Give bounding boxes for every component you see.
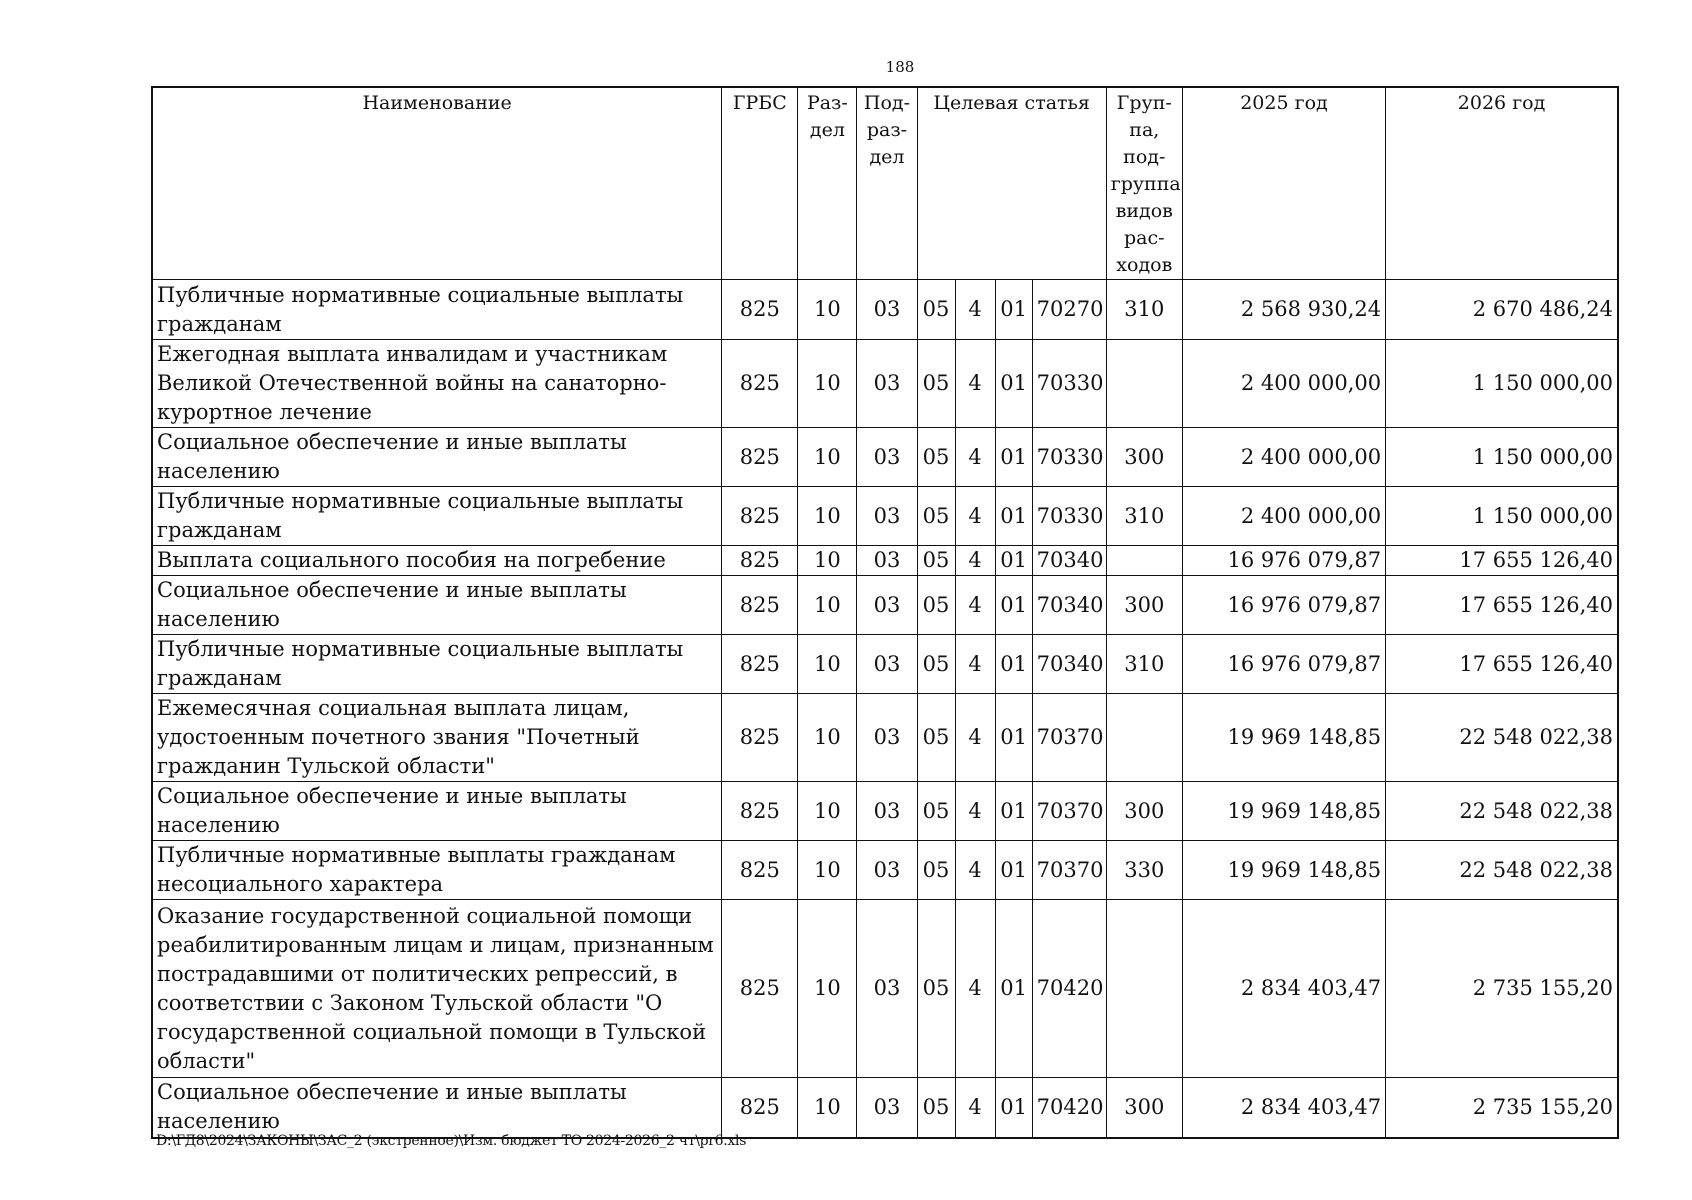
cell-c2: 4 — [955, 280, 995, 340]
cell-c3: 01 — [995, 546, 1032, 576]
cell-vr: 310 — [1106, 487, 1182, 546]
table-row — [152, 546, 1618, 576]
cell-rz: 10 — [798, 340, 857, 428]
cell-vr: 300 — [1106, 428, 1182, 487]
cell-rz: 10 — [798, 782, 857, 841]
cell-pr: 03 — [857, 487, 917, 546]
cell-vr: 300 — [1106, 576, 1182, 635]
cell-vr — [1106, 546, 1182, 576]
cell-y2025: 16 976 079,87 — [1182, 576, 1385, 635]
cell-vr — [1106, 694, 1182, 782]
cell-grbs: 825 — [722, 841, 798, 900]
cell-y2026: 1 150 000,00 — [1386, 428, 1618, 487]
cell-c3: 01 — [995, 635, 1032, 694]
cell-c4: 70340 — [1032, 635, 1106, 694]
cell-c2: 4 — [955, 694, 995, 782]
cell-grbs: 825 — [722, 280, 798, 340]
cell-c4: 70270 — [1032, 280, 1106, 340]
cell-name: Ежегодная выплата инвалидам и участникам Великой Отечественной войны на санаторно-курортное лечение — [152, 340, 722, 428]
cell-vr — [1106, 900, 1182, 1078]
table-row — [152, 900, 1618, 1078]
cell-y2025: 19 969 148,85 — [1182, 841, 1385, 900]
cell-vr — [1106, 340, 1182, 428]
cell-rz: 10 — [798, 1078, 857, 1138]
cell-pr: 03 — [857, 280, 917, 340]
cell-c4: 70370 — [1032, 841, 1106, 900]
cell-y2025: 2 568 930,24 — [1182, 280, 1385, 340]
cell-grbs: 825 — [722, 635, 798, 694]
cell-name: Публичные нормативные социальные выплаты гражданам — [152, 487, 722, 546]
page-number: 188 — [885, 58, 915, 76]
cell-c3: 01 — [995, 1078, 1032, 1138]
cell-c2: 4 — [955, 576, 995, 635]
cell-c3: 01 — [995, 576, 1032, 635]
cell-grbs: 825 — [722, 546, 798, 576]
cell-c4: 70330 — [1032, 428, 1106, 487]
cell-y2026: 17 655 126,40 — [1386, 635, 1618, 694]
cell-c1: 05 — [917, 841, 955, 900]
cell-rz: 10 — [798, 546, 857, 576]
table-row — [152, 1078, 1618, 1138]
cell-vr: 330 — [1106, 841, 1182, 900]
cell-y2025: 19 969 148,85 — [1182, 694, 1385, 782]
cell-grbs: 825 — [722, 576, 798, 635]
cell-vr: 310 — [1106, 280, 1182, 340]
table-row — [152, 487, 1618, 546]
table-row — [152, 694, 1618, 782]
header-target: Целевая статья — [917, 87, 1106, 280]
cell-rz: 10 — [798, 428, 857, 487]
cell-c4: 70330 — [1032, 487, 1106, 546]
cell-pr: 03 — [857, 900, 917, 1078]
cell-y2025: 2 834 403,47 — [1182, 900, 1385, 1078]
cell-name: Публичные нормативные социальные выплаты гражданам — [152, 280, 722, 340]
cell-y2026: 22 548 022,38 — [1386, 694, 1618, 782]
cell-c1: 05 — [917, 900, 955, 1078]
cell-c2: 4 — [955, 841, 995, 900]
cell-y2026: 17 655 126,40 — [1386, 576, 1618, 635]
cell-y2025: 2 400 000,00 — [1182, 487, 1385, 546]
cell-c1: 05 — [917, 340, 955, 428]
header-name: Наименование — [152, 87, 722, 280]
cell-rz: 10 — [798, 694, 857, 782]
header-2025: 2025 год — [1182, 87, 1385, 280]
header-razdel: Раз- дел — [798, 87, 857, 280]
cell-c2: 4 — [955, 340, 995, 428]
cell-rz: 10 — [798, 900, 857, 1078]
cell-pr: 03 — [857, 694, 917, 782]
cell-c4: 70370 — [1032, 694, 1106, 782]
cell-c3: 01 — [995, 694, 1032, 782]
cell-rz: 10 — [798, 576, 857, 635]
cell-c1: 05 — [917, 782, 955, 841]
cell-c3: 01 — [995, 782, 1032, 841]
cell-y2025: 2 400 000,00 — [1182, 428, 1385, 487]
cell-y2026: 17 655 126,40 — [1386, 546, 1618, 576]
cell-y2026: 2 670 486,24 — [1386, 280, 1618, 340]
cell-grbs: 825 — [722, 694, 798, 782]
cell-c3: 01 — [995, 487, 1032, 546]
cell-y2026: 2 735 155,20 — [1386, 1078, 1618, 1138]
cell-pr: 03 — [857, 546, 917, 576]
table-row — [152, 782, 1618, 841]
header-row — [152, 87, 1618, 280]
cell-c3: 01 — [995, 428, 1032, 487]
cell-c1: 05 — [917, 546, 955, 576]
header-grbs: ГРБС — [722, 87, 798, 280]
cell-y2026: 2 735 155,20 — [1386, 900, 1618, 1078]
cell-y2026: 1 150 000,00 — [1386, 487, 1618, 546]
file-path: D:\ГД8\2024\ЗАКОНЫ\ЗАС_2 (экстренное)\Изм. бюджет ТО 2024-2026_2 чт\pr6.xls — [156, 1133, 747, 1149]
cell-pr: 03 — [857, 782, 917, 841]
table-row — [152, 635, 1618, 694]
cell-name: Социальное обеспечение и иные выплаты населению — [152, 1078, 722, 1138]
cell-vr: 300 — [1106, 782, 1182, 841]
cell-grbs: 825 — [722, 782, 798, 841]
cell-c1: 05 — [917, 428, 955, 487]
cell-grbs: 825 — [722, 340, 798, 428]
table-row — [152, 428, 1618, 487]
cell-grbs: 825 — [722, 900, 798, 1078]
cell-vr: 310 — [1106, 635, 1182, 694]
cell-c4: 70370 — [1032, 782, 1106, 841]
cell-c1: 05 — [917, 1078, 955, 1138]
cell-c1: 05 — [917, 280, 955, 340]
cell-rz: 10 — [798, 635, 857, 694]
cell-c4: 70340 — [1032, 576, 1106, 635]
cell-c3: 01 — [995, 280, 1032, 340]
cell-c4: 70420 — [1032, 900, 1106, 1078]
cell-pr: 03 — [857, 1078, 917, 1138]
cell-pr: 03 — [857, 841, 917, 900]
table-row — [152, 280, 1618, 340]
cell-rz: 10 — [798, 841, 857, 900]
cell-c2: 4 — [955, 546, 995, 576]
cell-grbs: 825 — [722, 487, 798, 546]
table-row — [152, 340, 1618, 428]
budget-table — [151, 86, 1619, 1139]
cell-c4: 70340 — [1032, 546, 1106, 576]
cell-pr: 03 — [857, 635, 917, 694]
cell-name: Выплата социального пособия на погребение — [152, 546, 722, 576]
cell-c3: 01 — [995, 340, 1032, 428]
cell-name: Социальное обеспечение и иные выплаты населению — [152, 782, 722, 841]
cell-c2: 4 — [955, 635, 995, 694]
table-body — [152, 280, 1618, 1138]
cell-grbs: 825 — [722, 1078, 798, 1138]
cell-c2: 4 — [955, 782, 995, 841]
cell-y2025: 2 834 403,47 — [1182, 1078, 1385, 1138]
cell-y2025: 19 969 148,85 — [1182, 782, 1385, 841]
cell-c3: 01 — [995, 900, 1032, 1078]
cell-name: Публичные нормативные выплаты гражданам несоциального характера — [152, 841, 722, 900]
cell-c4: 70330 — [1032, 340, 1106, 428]
cell-c1: 05 — [917, 694, 955, 782]
table-row — [152, 841, 1618, 900]
header-podrazdel: Под- раз- дел — [857, 87, 917, 280]
cell-c1: 05 — [917, 576, 955, 635]
cell-c4: 70420 — [1032, 1078, 1106, 1138]
cell-name: Социальное обеспечение и иные выплаты населению — [152, 428, 722, 487]
cell-y2025: 16 976 079,87 — [1182, 546, 1385, 576]
cell-grbs: 825 — [722, 428, 798, 487]
cell-c1: 05 — [917, 487, 955, 546]
cell-vr: 300 — [1106, 1078, 1182, 1138]
cell-c3: 01 — [995, 841, 1032, 900]
header-2026: 2026 год — [1386, 87, 1618, 280]
cell-rz: 10 — [798, 280, 857, 340]
cell-y2025: 2 400 000,00 — [1182, 340, 1385, 428]
cell-c2: 4 — [955, 1078, 995, 1138]
cell-c2: 4 — [955, 487, 995, 546]
cell-pr: 03 — [857, 576, 917, 635]
cell-pr: 03 — [857, 340, 917, 428]
header-group: Груп- па, под- группа видов рас- ходов — [1106, 87, 1182, 280]
cell-y2026: 22 548 022,38 — [1386, 841, 1618, 900]
cell-name: Оказание государственной социальной помощи реабилитированным лицам и лицам, признанным пострадавшими от политических репрессий, в соответствии с Законом Тульской области "О государственной социальной помощи в Тульской области" — [152, 900, 722, 1078]
cell-name: Ежемесячная социальная выплата лицам, удостоенным почетного звания "Почетный гражданин Тульской области" — [152, 694, 722, 782]
cell-pr: 03 — [857, 428, 917, 487]
cell-name: Социальное обеспечение и иные выплаты населению — [152, 576, 722, 635]
table-row — [152, 576, 1618, 635]
cell-c1: 05 — [917, 635, 955, 694]
cell-c2: 4 — [955, 428, 995, 487]
cell-y2026: 22 548 022,38 — [1386, 782, 1618, 841]
cell-y2025: 16 976 079,87 — [1182, 635, 1385, 694]
cell-c2: 4 — [955, 900, 995, 1078]
cell-name: Публичные нормативные социальные выплаты гражданам — [152, 635, 722, 694]
cell-y2026: 1 150 000,00 — [1386, 340, 1618, 428]
cell-rz: 10 — [798, 487, 857, 546]
